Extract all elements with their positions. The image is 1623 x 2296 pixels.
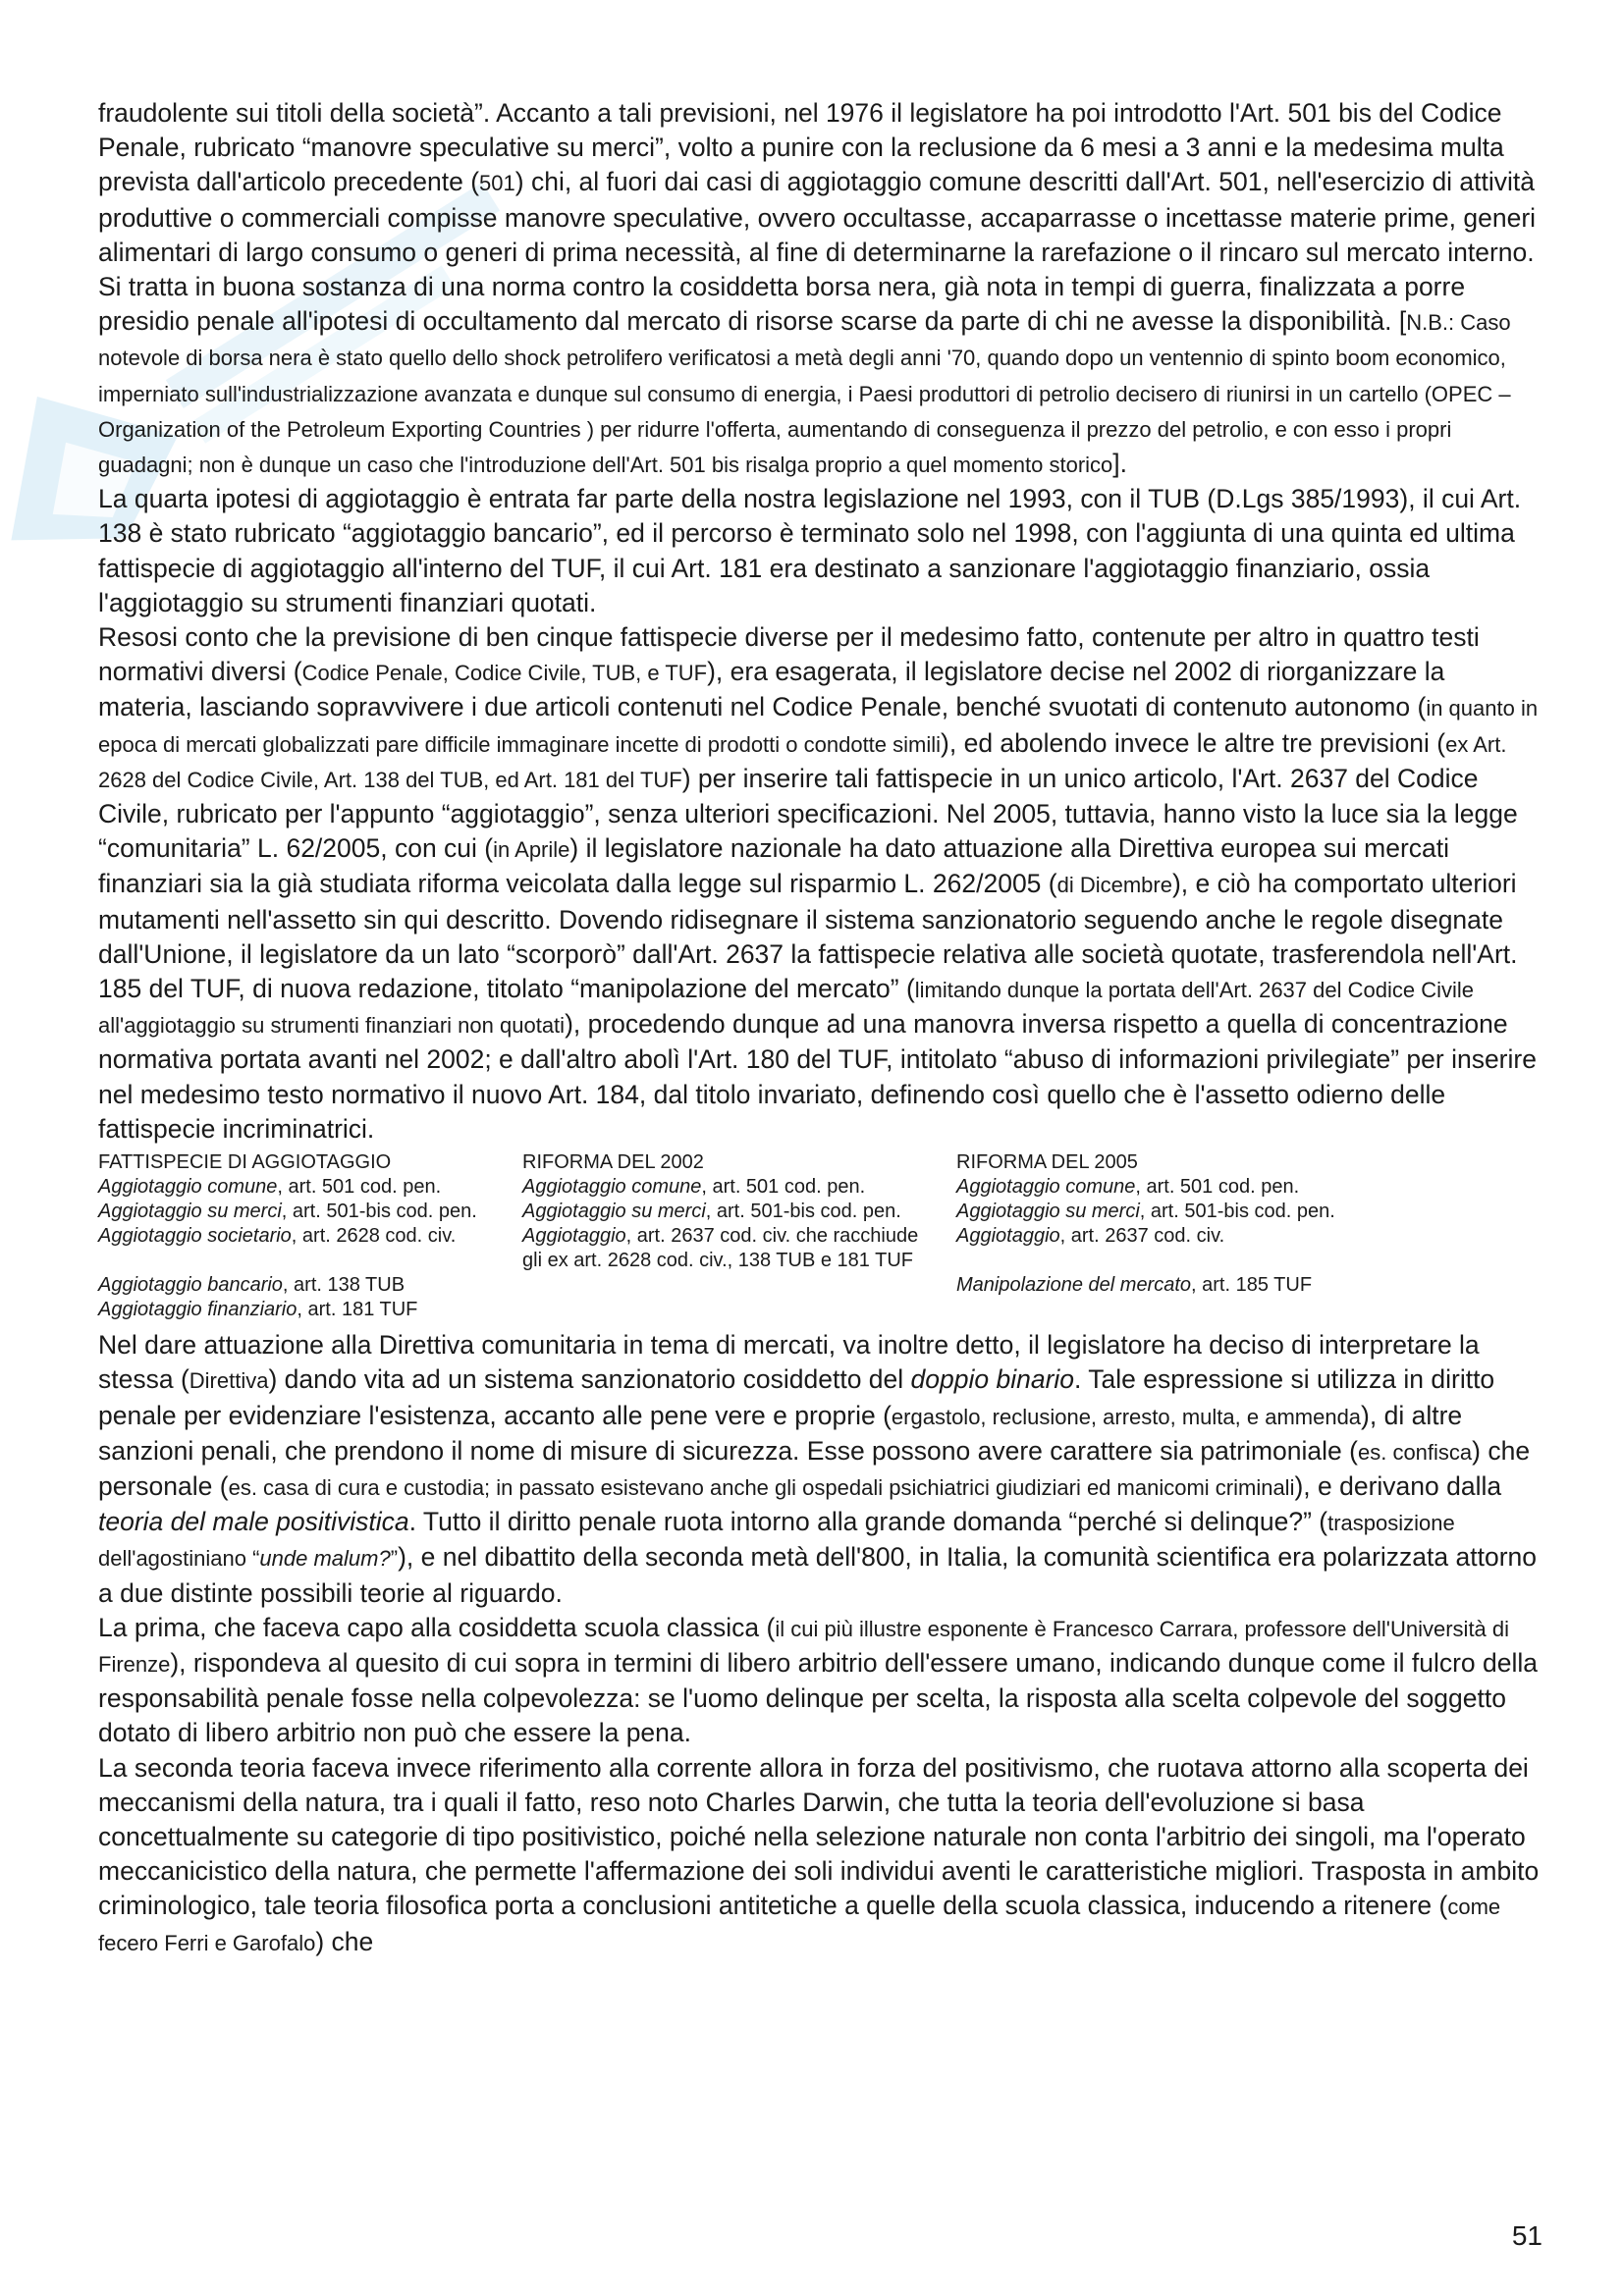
aggiotaggio-table: [98, 1150, 1540, 1322]
document-body: [98, 96, 1540, 1960]
paragraph-4: Nel dare attuazione alla Direttiva comunitaria in tema di mercati, va inoltre detto, il legislatore ha deciso di interpretare la stessa (Direttiva) dando vita ad un sistema sanzionatorio cosiddetto del doppio binario. Tale espressione si utilizza in diritto penale per evidenziare l'esistenza, accanto alle pene vere e proprie (ergastolo, reclusione, arresto, multa, e ammenda), di altre sanzioni penali, che prendono il nome di misure di sicurezza. Esse possono avere carattere sia patrimoniale (es. confisca) che personale (es. casa di cura e custodia; in passato esistevano anche gli ospedali psichiatrici giudiziari ed manicomi criminali), e derivano dalla teoria del male positivistica. Tutto il diritto penale ruota intorno alla grande domanda “perché si delinque?” (trasposizione dell'agostiniano “unde malum?”), e nel dibattito della seconda metà dell'800, in Italia, la comunità scientifica era polarizzata attorno a due distinte possibili teorie al riguardo.: [98, 1330, 1538, 1608]
table-cell: [522, 1273, 956, 1298]
table-cell: Manipolazione del mercato, art. 185 TUF: [956, 1274, 1313, 1297]
table-cell: [956, 1298, 1428, 1322]
table-cell: Aggiotaggio comune, art. 501 cod. pen.: [956, 1176, 1300, 1199]
page-number: 51: [1511, 2220, 1542, 2251]
paragraph-3: Resosi conto che la previsione di ben cinque fattispecie diverse per il medesimo fatto, contenute per altro in quattro testi normativi diversi (Codice Penale, Codice Civile, TUB, e TUF), era esagerata, il legislatore decise nel 2002 di riorganizzare la materia, lasciando sopravvivere i due articoli contenuti nel Codice Penale, benché svuotati di contenuto autonomo (in quanto in epoca di mercati globalizzati pare difficile immaginare incette di prodotti o condotte simili), ed abolendo invece le altre tre previsioni (ex Art. 2628 del Codice Civile, Art. 138 del TUB, ed Art. 181 del TUF) per inserire tali fattispecie in un unico articolo, l'Art. 2637 del Codice Civile, rubricato per l'appunto “aggiotaggio”, senza ulteriori specificazioni. Nel 2005, tuttavia, hanno visto la luce sia la legge “comunitaria” L. 62/2005, con cui (in Aprile) il legislatore nazionale ha dato attuazione alla Direttiva europea sui mercati finanziari sia la già studiata riforma veicolata dalla legge sul risparmio L. 262/2005 (di Dicembre), e ciò ha comportato ulteriori mutamenti nell'assetto sin qui descritto. Dovendo ridisegnare il sistema sanzionatorio seguendo anche le regole disegnate dall'Unione, il legislatore da un lato “scorporò” dall'Art. 2637 la fattispecie relativa alle società quotate, trasferendola nell'Art. 185 del TUF, di nuova redazione, titolato “manipolazione del mercato” (limitando dunque la portata dell'Art. 2637 del Codice Civile all'aggiotaggio su strumenti finanziari non quotati), procedendo dunque ad una manovra inversa rispetto a quella di concentrazione normativa portata avanti nel 2002; e dall'altro abolì l'Art. 180 del TUF, intitolato “abuso di informazioni privilegiate” per inserire nel medesimo testo normativo il nuovo Art. 184, dal titolo invariato, definendo così quello che è l'assetto odierno delle fattispecie incriminatrici.: [98, 622, 1539, 1144]
paragraph-5: La prima, che faceva capo alla cosiddetta scuola classica (il cui più illustre esponente è Francesco Carrara, professore dell'Università di Firenze), rispondeva al quesito di cui sopra in termini di libero arbitrio dell'essere umano, indicando dunque come il fulcro della responsabilità penale fosse nella colpevolezza: se l'uomo delinque per scelta, la risposta alla scelta colpevole del soggetto dotato di libero arbitrio non può che essere la pena.: [98, 1612, 1539, 1748]
table-cell: Aggiotaggio, art. 2637 cod. civ. che racchiude gli ex art. 2628 cod. civ., 138 TUB e 181 TUF: [522, 1225, 919, 1272]
table-cell: Aggiotaggio su merci, art. 501-bis cod. pen.: [956, 1201, 1335, 1223]
paragraph-6: La seconda teoria faceva invece riferimento alla corrente allora in forza del positivismo, che ruotava attorno alla scoperta dei meccanismi della natura, tra i quali il fatto, reso noto Charles Darwin, che tutta la teoria dell'evoluzione si basa concettualmente su categorie di tipo positivistico, poiché nella selezione naturale non conta l'arbitrio dei singoli, ma l'operato meccanicistico della natura, che permette l'affermazione dei soli individui aventi le caratteristiche migliori. Trasposta in ambito criminologico, tale teoria filosofica porta a conclusioni antitetiche a quelle della scuola classica, inducendo a ritenere (come fecero Ferri e Garofalo) che: [98, 1752, 1540, 1956]
table-cell: Aggiotaggio societario, art. 2628 cod. civ.: [98, 1225, 457, 1248]
table-cell: Aggiotaggio finanziario, art. 181 TUF: [98, 1299, 418, 1321]
table-cell: Aggiotaggio comune, art. 501 cod. pen.: [98, 1176, 442, 1199]
table-header: RIFORMA DEL 2002: [522, 1151, 704, 1174]
table-header: RIFORMA DEL 2005: [956, 1151, 1138, 1174]
table-cell: Aggiotaggio, art. 2637 cod. civ.: [956, 1225, 1225, 1248]
table-cell: Aggiotaggio su merci, art. 501-bis cod. pen.: [522, 1201, 901, 1223]
table-cell: Aggiotaggio su merci, art. 501-bis cod. pen.: [98, 1201, 477, 1223]
table-cell: [522, 1298, 956, 1322]
table-cell: Aggiotaggio bancario, art. 138 TUB: [98, 1274, 406, 1297]
paragraph-2: La quarta ipotesi di aggiotaggio è entrata far parte della nostra legislazione nel 1993, con il TUB (D.Lgs 385/1993), il cui Art. 138 è stato rubricato “aggiotaggio bancario”, ed il percorso è terminato solo nel 1998, con l'aggiunta di una quinta ed ultima fattispecie di aggiotaggio all'interno del TUF, il cui Art. 181 era destinato a sanzionare l'aggiotaggio finanziario, ossia l'aggiotaggio su strumenti finanziari quotati.: [98, 484, 1522, 617]
table-header: FATTISPECIE DI AGGIOTAGGIO: [98, 1151, 392, 1174]
paragraph-1: fraudolente sui titoli della società”. Accanto a tali previsioni, nel 1976 il legislatore ha poi introdotto l'Art. 501 bis del Codice Penale, rubricato “manovre speculative su merci”, volto a punire con la reclusione da 6 mesi a 3 anni e la medesima multa prevista dall'articolo precedente (501) chi, al fuori dai casi di aggiotaggio comune descritti dall'Art. 501, nell'esercizio di attività produttive o commerciali compisse manovre speculative, ovvero occultasse, accaparrasse o incettasse materie prime, generi alimentari di largo consumo o generi di prima necessità, al fine di determinarne la rarefazione o il rincaro sul mercato interno. Si tratta in buona sostanza di una norma contro la cosiddetta borsa nera, già nota in tempi di guerra, finalizzata a porre presidio penale all'ipotesi di occultamento dal mercato di risorse scarse da parte di chi ne avesse la disponibilità. [N.B.: Caso notevole di borsa nera è stato quello dello shock petrolifero verificatosi a metà degli anni '70, quando dopo un ventennio di spinto boom economico, imperniato sull'industrializzazione avanzata e dunque sul consumo di energia, i Paesi produttori di petrolio decisero di riunirsi in un cartello (OPEC – Organization of the Petroleum Exporting Countries ) per ridurre l'offerta, aumentando di conseguenza il prezzo del petrolio, e con esso i propri guadagni; non è dunque un caso che l'introduzione dell'Art. 501 bis risalga proprio a quel momento storico].: [98, 98, 1537, 479]
table-cell: Aggiotaggio comune, art. 501 cod. pen.: [522, 1176, 866, 1199]
